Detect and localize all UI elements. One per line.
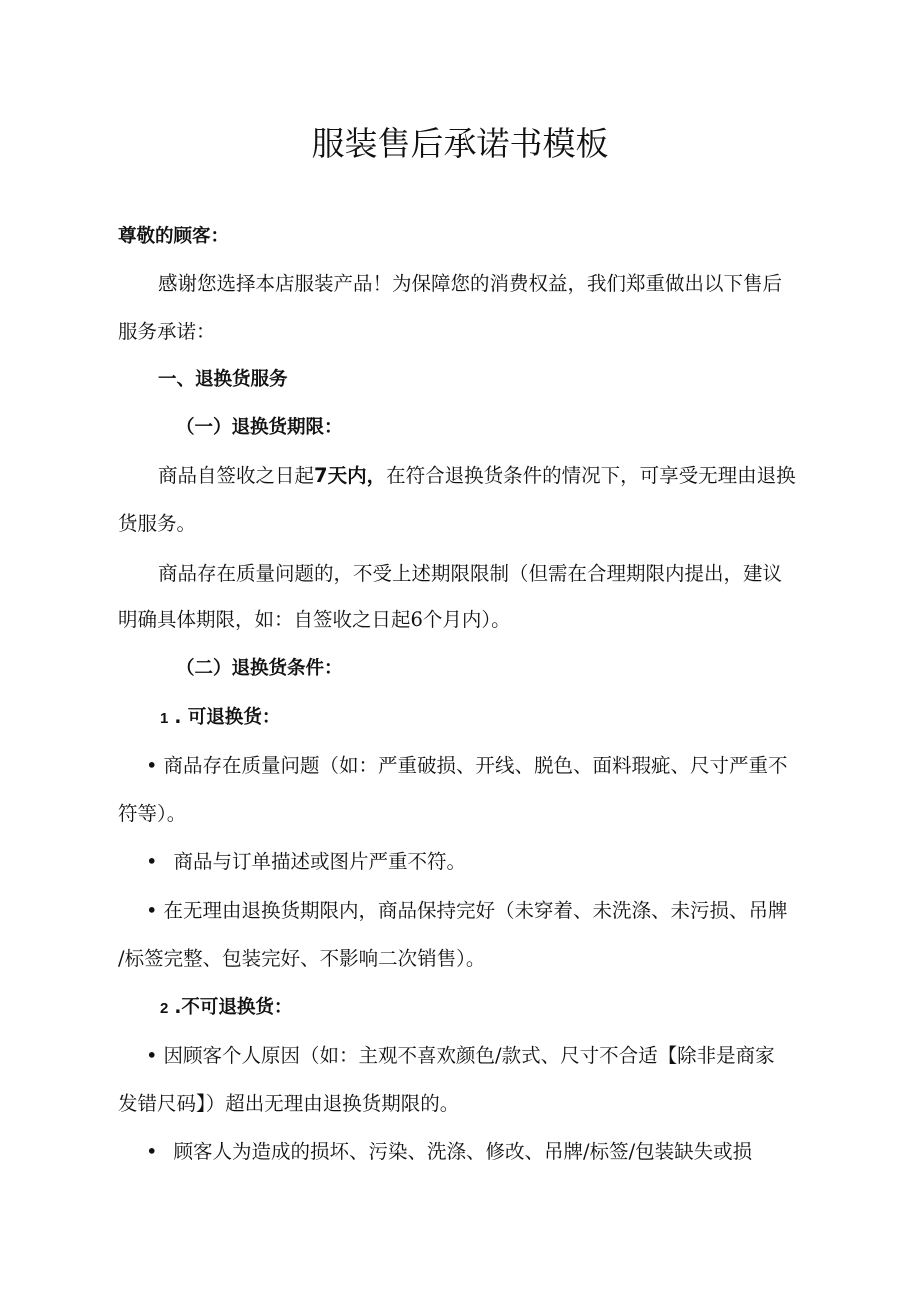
greeting: 尊敬的顾客： bbox=[118, 226, 230, 247]
intro-line-2: 服务承诺： bbox=[118, 320, 216, 343]
item-2-heading bbox=[160, 994, 292, 1023]
paragraph-2-line-2: 明确具体期限，如：自签收之日起6个月内）。 bbox=[118, 608, 511, 631]
bullet-1-text: 商品存在质量问题（如：严重破损、开线、脱色、面料瑕疵、尺寸严重不 bbox=[163, 754, 788, 777]
bullet-4-line-1 bbox=[146, 1042, 775, 1070]
bullet-3-text: 在无理由退换货期限内，商品保持完好（未穿着、未洗涤、未污损、吊牌 bbox=[163, 899, 788, 922]
bullet-3-line-2: /标签完整、包装完好、不影响二次销售）。 bbox=[118, 947, 486, 970]
bullet-2-text: 商品与订单描述或图片严重不符。 bbox=[173, 850, 467, 873]
paragraph-1-text-c: 在符合退换货条件的情况下，可享受无理由退换 bbox=[386, 464, 796, 487]
bullet-3-line-1 bbox=[146, 897, 788, 925]
seven-days-emphasis: 7天内， bbox=[314, 464, 387, 487]
bullet-5-text: 顾客人为造成的损坏、污染、洗涤、修改、吊牌/标签/包装缺失或损 bbox=[173, 1140, 753, 1163]
bullet-2-line-1 bbox=[146, 848, 466, 876]
bullet-icon: • bbox=[146, 850, 158, 873]
bullet-5-line-1 bbox=[146, 1138, 752, 1166]
bullet-icon: • bbox=[146, 899, 158, 922]
bullet-4-line-2: 发错尺码】）超出无理由退换货期限的。 bbox=[118, 1092, 460, 1115]
section-1-heading: 一、退换货服务 bbox=[158, 369, 288, 390]
intro-line-1: 感谢您选择本店服装产品！为保障您的消费权益，我们郑重做出以下售后 bbox=[158, 272, 783, 295]
bullet-icon: • bbox=[146, 1044, 158, 1067]
paragraph-2-line-1: 商品存在质量问题的，不受上述期限限制（但需在合理期限内提出，建议 bbox=[158, 562, 783, 585]
item-1-number: 1 bbox=[160, 710, 169, 727]
paragraph-1-line-1 bbox=[158, 462, 796, 490]
bullet-4-text: 因顾客个人原因（如：主观不喜欢颜色/款式、尺寸不合适【除非是商家 bbox=[163, 1044, 775, 1067]
subsection-1-heading: （一）退换货期限： bbox=[176, 417, 343, 438]
document-title: 服装售后承诺书模板 bbox=[311, 124, 609, 163]
subsection-2-heading: （二）退换货条件： bbox=[176, 658, 343, 679]
bullet-icon: • bbox=[146, 1140, 158, 1163]
item-1-heading bbox=[160, 704, 280, 733]
item-2-number: 2 bbox=[160, 1000, 169, 1017]
bullet-1-line-1 bbox=[146, 752, 788, 780]
item-1-label: . 可退换货： bbox=[174, 707, 281, 728]
bullet-1-line-2: 符等）。 bbox=[118, 802, 187, 825]
paragraph-1-text-a: 商品自签收之日起 bbox=[158, 464, 315, 487]
bullet-icon: • bbox=[146, 754, 158, 777]
paragraph-1-line-2: 货服务。 bbox=[118, 512, 197, 535]
item-2-label: .不可退换货： bbox=[174, 997, 293, 1018]
